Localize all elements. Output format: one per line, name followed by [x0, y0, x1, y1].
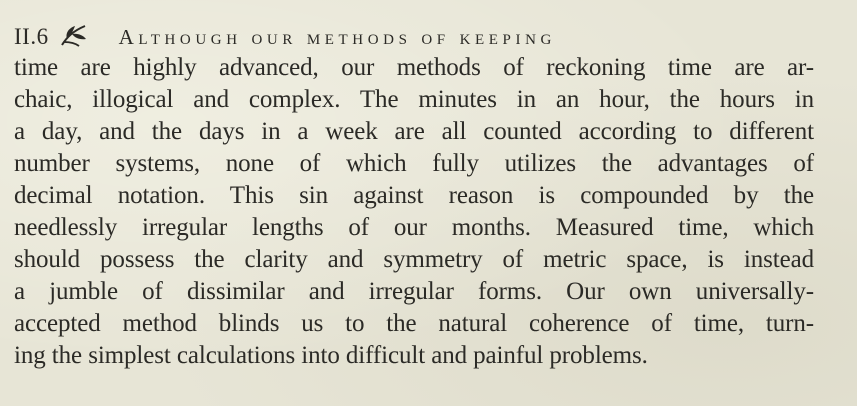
- text-line: time are highly advanced, our methods of reckoning time are ar-: [14, 54, 814, 81]
- text-line: should possess the clarity and symmetry of metric space, is instead: [14, 246, 814, 273]
- text-line: ing the simplest calculations into difficult and painful problems.: [14, 342, 648, 369]
- text-line: a jumble of dissimilar and irregular forms. Our own universally-: [14, 278, 814, 305]
- text-line: decimal notation. This sin against reason is compounded by the: [14, 182, 814, 209]
- text-line: needlessly irregular lengths of our months. Measured time, which: [14, 214, 814, 241]
- leaf-icon: [59, 23, 89, 47]
- section-number: II.6: [14, 24, 49, 49]
- text-line: number systems, none of which fully utilizes the advantages of: [14, 150, 814, 177]
- text-line: accepted method blinds us to the natural coherence of time, turn-: [14, 310, 814, 337]
- text-line: a day, and the days in a week are all counted according to different: [14, 118, 814, 145]
- paragraph-first-line: [14, 20, 814, 52]
- section-paragraph: [14, 20, 814, 372]
- text-line: chaic, illogical and complex. The minutes in an hour, the hours in: [14, 86, 814, 113]
- lead-in-small-caps: although our methods of keeping: [118, 25, 556, 49]
